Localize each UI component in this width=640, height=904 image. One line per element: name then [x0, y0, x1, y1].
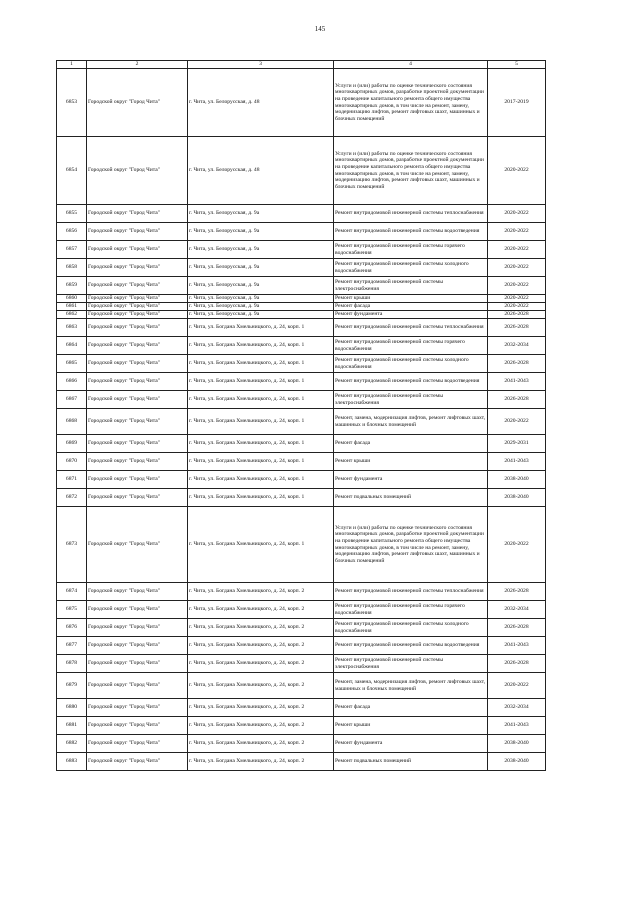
work-type-cell: Ремонт фундамента — [334, 471, 488, 489]
work-type-cell: Ремонт фасада — [334, 435, 488, 453]
column-number-row — [57, 61, 546, 69]
table-row — [57, 241, 546, 259]
address-cell: г. Чита, ул. Богдана Хмельницкого, д. 24, корп. 1 — [188, 453, 334, 471]
table-row — [57, 601, 546, 619]
row-number-cell: 6861 — [57, 303, 87, 311]
work-type-cell: Ремонт внутридомовой инженерной системы электроснабжения — [334, 277, 488, 295]
row-number-cell: 6875 — [57, 601, 87, 619]
work-type-cell: Ремонт подвальных помещений — [334, 753, 488, 771]
municipality-cell: Городской округ "Город Чита" — [87, 637, 188, 655]
period-cell: 2026-2028 — [488, 583, 546, 601]
row-number-cell: 6854 — [57, 137, 87, 205]
table-row — [57, 137, 546, 205]
period-cell: 2041-2043 — [488, 453, 546, 471]
row-number-cell: 6869 — [57, 435, 87, 453]
address-cell: г. Чита, ул. Богдана Хмельницкого, д. 24, корп. 1 — [188, 409, 334, 435]
row-number-cell: 6881 — [57, 717, 87, 735]
table-row — [57, 619, 546, 637]
row-number-cell: 6858 — [57, 259, 87, 277]
row-number-cell: 6874 — [57, 583, 87, 601]
address-cell: г. Чита, ул. Богдана Хмельницкого, д. 24, корп. 1 — [188, 319, 334, 337]
municipality-cell: Городской округ "Город Чита" — [87, 453, 188, 471]
table-row — [57, 205, 546, 223]
table-row — [57, 507, 546, 583]
period-cell: 2038-2040 — [488, 489, 546, 507]
work-type-cell: Ремонт крыши — [334, 295, 488, 303]
work-type-cell: Услуги и (или) работы по оценке технического состояния многоквартирных домов, разработке проектной документации на проведение капитального ремонта общего имущества многоквартирных домов, в том числе на ремонт, замену, модернизацию лифтов, ремонт лифтовых шахт, машинных и блочных помещений — [334, 137, 488, 205]
page-number: 145 — [314, 25, 326, 33]
table-row — [57, 637, 546, 655]
address-cell: г. Чита, ул. Белорусская, д. 9а — [188, 241, 334, 259]
municipality-cell: Городской округ "Город Чита" — [87, 319, 188, 337]
period-cell: 2020-2022 — [488, 673, 546, 699]
work-type-cell: Ремонт фасада — [334, 699, 488, 717]
row-number-cell: 6882 — [57, 735, 87, 753]
address-cell: г. Чита, ул. Белорусская, д. 9а — [188, 295, 334, 303]
address-cell: г. Чита, ул. Богдана Хмельницкого, д. 24, корп. 1 — [188, 373, 334, 391]
work-type-cell: Ремонт внутридомовой инженерной системы теплоснабжения — [334, 319, 488, 337]
address-cell: г. Чита, ул. Богдана Хмельницкого, д. 24, корп. 1 — [188, 489, 334, 507]
work-type-cell: Ремонт внутридомовой инженерной системы электроснабжения — [334, 655, 488, 673]
address-cell: г. Чита, ул. Белорусская, д. 9а — [188, 259, 334, 277]
address-cell: г. Чита, ул. Богдана Хмельницкого, д. 24, корп. 1 — [188, 507, 334, 583]
municipality-cell: Городской округ "Город Чита" — [87, 583, 188, 601]
row-number-cell: 6856 — [57, 223, 87, 241]
address-cell: г. Чита, ул. Белорусская, д. 9а — [188, 311, 334, 319]
table-row — [57, 373, 546, 391]
address-cell: г. Чита, ул. Богдана Хмельницкого, д. 24, корп. 2 — [188, 699, 334, 717]
period-cell: 2032-2034 — [488, 337, 546, 355]
row-number-cell: 6871 — [57, 471, 87, 489]
work-type-cell: Услуги и (или) работы по оценке технического состояния многоквартирных домов, разработке проектной документации на проведение капитального ремонта общего имущества многоквартирных домов, в том числе на ремонт, замену, модернизацию лифтов, ремонт лифтовых шахт, машинных и блочных помещений — [334, 507, 488, 583]
row-number-cell: 6864 — [57, 337, 87, 355]
repair-schedule-table — [56, 60, 546, 771]
municipality-cell: Городской округ "Город Чита" — [87, 655, 188, 673]
municipality-cell: Городской округ "Город Чита" — [87, 311, 188, 319]
work-type-cell: Ремонт внутридомовой инженерной системы теплоснабжения — [334, 583, 488, 601]
work-type-cell: Ремонт внутридомовой инженерной системы горячего водоснабжения — [334, 601, 488, 619]
period-cell: 2026-2028 — [488, 319, 546, 337]
period-cell: 2041-2043 — [488, 637, 546, 655]
municipality-cell: Городской округ "Город Чита" — [87, 259, 188, 277]
municipality-cell: Городской округ "Город Чита" — [87, 295, 188, 303]
column-number: 2 — [87, 61, 188, 69]
work-type-cell: Ремонт внутридомовой инженерной системы водоотведения — [334, 223, 488, 241]
municipality-cell: Городской округ "Город Чита" — [87, 205, 188, 223]
period-cell: 2020-2022 — [488, 205, 546, 223]
work-type-cell: Ремонт, замена, модернизация лифтов, ремонт лифтовых шахт, машинных и блочных помещений — [334, 673, 488, 699]
address-cell: г. Чита, ул. Богдана Хмельницкого, д. 24, корп. 1 — [188, 337, 334, 355]
municipality-cell: Городской округ "Город Чита" — [87, 277, 188, 295]
row-number-cell: 6867 — [57, 391, 87, 409]
period-cell: 2029-2031 — [488, 435, 546, 453]
address-cell: г. Чита, ул. Богдана Хмельницкого, д. 24, корп. 2 — [188, 601, 334, 619]
work-type-cell: Ремонт, замена, модернизация лифтов, ремонт лифтовых шахт, машинных и блочных помещений — [334, 409, 488, 435]
period-cell: 2026-2028 — [488, 355, 546, 373]
municipality-cell: Городской округ "Город Чита" — [87, 489, 188, 507]
table-row — [57, 303, 546, 311]
municipality-cell: Городской округ "Город Чита" — [87, 223, 188, 241]
table-row — [57, 391, 546, 409]
table-row — [57, 673, 546, 699]
period-cell: 2041-2043 — [488, 373, 546, 391]
table-row — [57, 453, 546, 471]
municipality-cell: Городской округ "Город Чита" — [87, 735, 188, 753]
period-cell: 2020-2022 — [488, 241, 546, 259]
work-type-cell: Ремонт подвальных помещений — [334, 489, 488, 507]
address-cell: г. Чита, ул. Богдана Хмельницкого, д. 24, корп. 2 — [188, 655, 334, 673]
address-cell: г. Чита, ул. Богдана Хмельницкого, д. 24, корп. 2 — [188, 735, 334, 753]
row-number-cell: 6855 — [57, 205, 87, 223]
period-cell: 2038-2040 — [488, 471, 546, 489]
municipality-cell: Городской округ "Город Чита" — [87, 619, 188, 637]
period-cell: 2038-2040 — [488, 753, 546, 771]
period-cell: 2020-2022 — [488, 223, 546, 241]
address-cell: г. Чита, ул. Богдана Хмельницкого, д. 24, корп. 1 — [188, 391, 334, 409]
table-row — [57, 735, 546, 753]
table-body — [57, 69, 546, 771]
table-row — [57, 471, 546, 489]
period-cell: 2020-2022 — [488, 409, 546, 435]
period-cell: 2020-2022 — [488, 259, 546, 277]
period-cell: 2020-2022 — [488, 277, 546, 295]
row-number-cell: 6866 — [57, 373, 87, 391]
period-cell: 2026-2028 — [488, 391, 546, 409]
period-cell: 2032-2034 — [488, 699, 546, 717]
municipality-cell: Городской округ "Город Чита" — [87, 391, 188, 409]
address-cell: г. Чита, ул. Богдана Хмельницкого, д. 24, корп. 2 — [188, 619, 334, 637]
table-row — [57, 277, 546, 295]
address-cell: г. Чита, ул. Богдана Хмельницкого, д. 24, корп. 2 — [188, 583, 334, 601]
period-cell: 2026-2028 — [488, 655, 546, 673]
row-number-cell: 6883 — [57, 753, 87, 771]
row-number-cell: 6872 — [57, 489, 87, 507]
work-type-cell: Ремонт внутридомовой инженерной системы холодного водоснабжения — [334, 259, 488, 277]
municipality-cell: Городской округ "Город Чита" — [87, 717, 188, 735]
municipality-cell: Городской округ "Город Чита" — [87, 753, 188, 771]
table-row — [57, 69, 546, 137]
table-row — [57, 409, 546, 435]
address-cell: г. Чита, ул. Белорусская, д. 9а — [188, 223, 334, 241]
table-row — [57, 311, 546, 319]
table-row — [57, 489, 546, 507]
table-row — [57, 223, 546, 241]
work-type-cell: Ремонт внутридомовой инженерной системы водоотведения — [334, 373, 488, 391]
municipality-cell: Городской округ "Город Чита" — [87, 241, 188, 259]
period-cell: 2032-2034 — [488, 601, 546, 619]
table-row — [57, 583, 546, 601]
table-row — [57, 717, 546, 735]
work-type-cell: Ремонт внутридомовой инженерной системы водоотведения — [334, 637, 488, 655]
work-type-cell: Ремонт фундамента — [334, 735, 488, 753]
work-type-cell: Ремонт внутридомовой инженерной системы горячего водоснабжения — [334, 241, 488, 259]
column-number: 5 — [488, 61, 546, 69]
period-cell: 2038-2040 — [488, 735, 546, 753]
period-cell: 2020-2022 — [488, 507, 546, 583]
municipality-cell: Городской округ "Город Чита" — [87, 435, 188, 453]
row-number-cell: 6876 — [57, 619, 87, 637]
row-number-cell: 6859 — [57, 277, 87, 295]
address-cell: г. Чита, ул. Белорусская, д. 9а — [188, 205, 334, 223]
period-cell: 2041-2043 — [488, 717, 546, 735]
period-cell: 2020-2022 — [488, 303, 546, 311]
row-number-cell: 6870 — [57, 453, 87, 471]
column-number: 4 — [334, 61, 488, 69]
address-cell: г. Чита, ул. Богдана Хмельницкого, д. 24, корп. 1 — [188, 435, 334, 453]
municipality-cell: Городской округ "Город Чита" — [87, 471, 188, 489]
period-cell: 2020-2022 — [488, 137, 546, 205]
period-cell: 2026-2028 — [488, 619, 546, 637]
table-row — [57, 655, 546, 673]
row-number-cell: 6860 — [57, 295, 87, 303]
table-row — [57, 753, 546, 771]
work-type-cell: Ремонт внутридомовой инженерной системы холодного водоснабжения — [334, 355, 488, 373]
work-type-cell: Ремонт внутридомовой инженерной системы горячего водоснабжения — [334, 337, 488, 355]
row-number-cell: 6877 — [57, 637, 87, 655]
municipality-cell: Городской округ "Город Чита" — [87, 137, 188, 205]
row-number-cell: 6880 — [57, 699, 87, 717]
address-cell: г. Чита, ул. Белорусская, д. 48 — [188, 137, 334, 205]
work-type-cell: Услуги и (или) работы по оценке технического состояния многоквартирных домов, разработке проектной документации на проведение капитального ремонта общего имущества многоквартирных домов, в том числе на ремонт, замену, модернизацию лифтов, ремонт лифтовых шахт, машинных и блочных помещений — [334, 69, 488, 137]
municipality-cell: Городской округ "Город Чита" — [87, 303, 188, 311]
municipality-cell: Городской округ "Город Чита" — [87, 373, 188, 391]
period-cell: 2020-2022 — [488, 295, 546, 303]
municipality-cell: Городской округ "Город Чита" — [87, 69, 188, 137]
row-number-cell: 6865 — [57, 355, 87, 373]
municipality-cell: Городской округ "Город Чита" — [87, 699, 188, 717]
row-number-cell: 6857 — [57, 241, 87, 259]
column-number: 3 — [188, 61, 334, 69]
address-cell: г. Чита, ул. Богдана Хмельницкого, д. 24, корп. 2 — [188, 673, 334, 699]
address-cell: г. Чита, ул. Богдана Хмельницкого, д. 24, корп. 2 — [188, 753, 334, 771]
table-row — [57, 259, 546, 277]
address-cell: г. Чита, ул. Богдана Хмельницкого, д. 24, корп. 2 — [188, 637, 334, 655]
row-number-cell: 6863 — [57, 319, 87, 337]
address-cell: г. Чита, ул. Богдана Хмельницкого, д. 24, корп. 1 — [188, 355, 334, 373]
municipality-cell: Городской округ "Город Чита" — [87, 355, 188, 373]
table-row — [57, 355, 546, 373]
address-cell: г. Чита, ул. Богдана Хмельницкого, д. 24, корп. 1 — [188, 471, 334, 489]
work-type-cell: Ремонт внутридомовой инженерной системы холодного водоснабжения — [334, 619, 488, 637]
address-cell: г. Чита, ул. Белорусская, д. 9а — [188, 303, 334, 311]
row-number-cell: 6878 — [57, 655, 87, 673]
period-cell: 2026-2028 — [488, 311, 546, 319]
municipality-cell: Городской округ "Город Чита" — [87, 409, 188, 435]
address-cell: г. Чита, ул. Белорусская, д. 48 — [188, 69, 334, 137]
municipality-cell: Городской округ "Город Чита" — [87, 507, 188, 583]
table-row — [57, 337, 546, 355]
work-type-cell: Ремонт фундамента — [334, 311, 488, 319]
work-type-cell: Ремонт внутридомовой инженерной системы теплоснабжения — [334, 205, 488, 223]
work-type-cell: Ремонт внутридомовой инженерной системы электроснабжения — [334, 391, 488, 409]
work-type-cell: Ремонт крыши — [334, 717, 488, 735]
row-number-cell: 6873 — [57, 507, 87, 583]
municipality-cell: Городской округ "Город Чита" — [87, 601, 188, 619]
table-row — [57, 699, 546, 717]
row-number-cell: 6853 — [57, 69, 87, 137]
row-number-cell: 6868 — [57, 409, 87, 435]
row-number-cell: 6862 — [57, 311, 87, 319]
table-row — [57, 319, 546, 337]
column-number: 1 — [57, 61, 87, 69]
row-number-cell: 6879 — [57, 673, 87, 699]
address-cell: г. Чита, ул. Белорусская, д. 9а — [188, 277, 334, 295]
municipality-cell: Городской округ "Город Чита" — [87, 337, 188, 355]
work-type-cell: Ремонт крыши — [334, 453, 488, 471]
period-cell: 2017-2019 — [488, 69, 546, 137]
work-type-cell: Ремонт фасада — [334, 303, 488, 311]
municipality-cell: Городской округ "Город Чита" — [87, 673, 188, 699]
address-cell: г. Чита, ул. Богдана Хмельницкого, д. 24, корп. 2 — [188, 717, 334, 735]
table-row — [57, 435, 546, 453]
table-row — [57, 295, 546, 303]
